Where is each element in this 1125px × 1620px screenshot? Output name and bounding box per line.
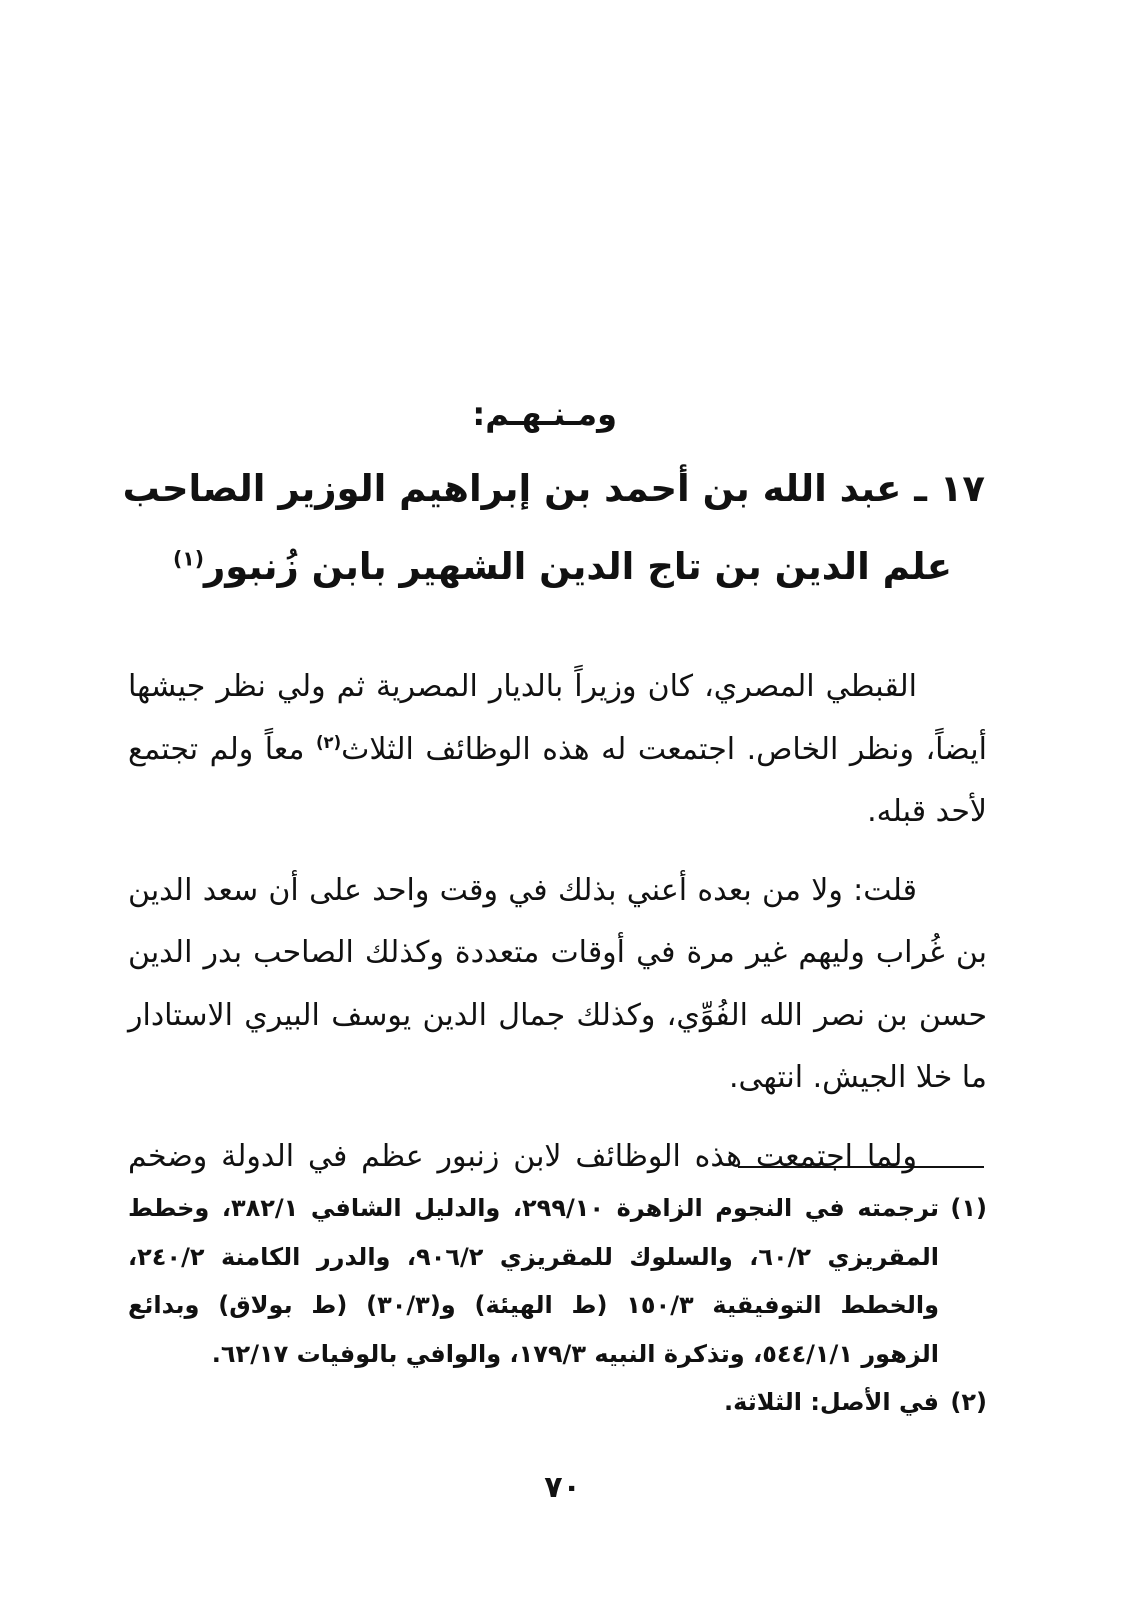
footnote-1 [128, 1184, 987, 1378]
entry-title-line-2: علم الدين بن تاج الدين الشهير بابن زُنبور [204, 545, 953, 588]
section-intro: ومـنـهـم: [472, 395, 617, 433]
body-paragraph-1-end: معاً ولم تجتمع لأحد قبله. [128, 731, 987, 829]
body-paragraph-1 [128, 656, 987, 844]
footnote-2 [128, 1378, 987, 1427]
footnote-divider [738, 1166, 984, 1168]
title-footnote-ref[interactable]: (١) [172, 546, 204, 571]
entry-title-line-2-wrap [140, 528, 985, 606]
entry-title [122, 450, 985, 606]
footnote-1-number: (١) [950, 1194, 987, 1222]
footnote-2-number: (٢) [950, 1388, 987, 1416]
footnotes [128, 1184, 987, 1427]
entry-title-line-1: ١٧ ـ عبد الله بن أحمد بن إبراهيم الوزير الصاحب [122, 467, 985, 510]
footnote-2-text: في الأصل: الثلاثة. [724, 1388, 939, 1416]
page-number: ٧٠ [544, 1470, 581, 1505]
body-text [128, 656, 987, 1204]
body-footnote-ref-2[interactable]: (٢) [315, 732, 342, 752]
body-paragraph-2: قلت: ولا من بعده أعني بذلك في وقت واحد على أن سعد الدين بن غُراب وليهم غير مرة في أوقات متعددة وكذلك الصاحب بدر الدين حسن بن نصر الله الفُوِّي، وكذلك جمال الدين يوسف البيري الاستادار ما خلا الجيش. انتهى. [128, 872, 987, 1095]
body-paragraph-1-text: القبطي المصري، كان وزيراً بالديار المصرية ثم ولي نظر جيشها أيضاً، ونظر الخاص. اجتمعت له هذه الوظائف الثلاث [128, 669, 987, 767]
body-paragraph-3: ولما اجتمعت هذه الوظائف لابن زنبور عظم في الدولة وضخم [128, 1138, 917, 1174]
footnote-1-text: ترجمته في النجوم الزاهرة ٢٩٩/١٠، والدليل الشافي ٣٨٢/١، وخطط المقريزي ٦٠/٢، والسلوك للمقريزي ٩٠٦/٢، والدرر الكامنة ٢٤٠/٢، والخطط التوفيقية ١٥٠/٣ (ط الهيئة) و(٣٠/٣) (ط بولاق) وبدائع الزهور ٥٤٤/١/١، وتذكرة النبيه ١٧٩/٣، والوافي بالوفيات ٦٢/١٧. [128, 1194, 940, 1368]
